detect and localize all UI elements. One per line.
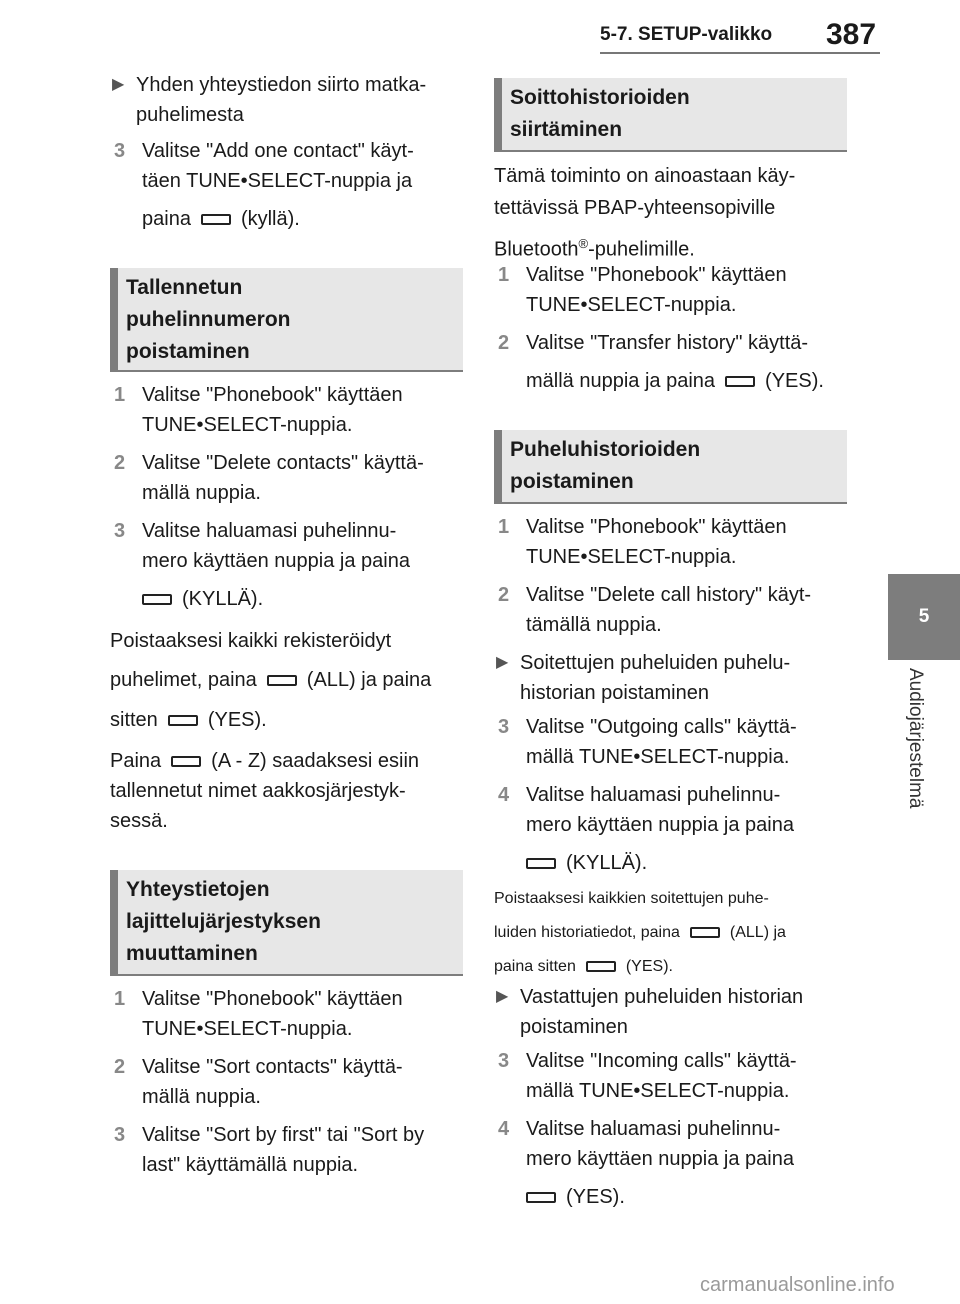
- step-outgoing-calls: 3 Valitse "Outgoing calls" käyttä- mällä TUNE•SELECT-nuppia.: [498, 716, 797, 768]
- button-icon: [267, 675, 297, 686]
- button-icon: [171, 756, 201, 767]
- step-phonebook: 1 Valitse "Phonebook" käyttäen TUNE•SELECT-nuppia.: [114, 384, 403, 436]
- triangle-bullet-icon: ▶: [496, 988, 509, 1005]
- heading-sort-contacts: Yhteystietojen lajittelujärjestyksen muuttaminen: [110, 870, 463, 976]
- step-phonebook-transfer: 1 Valitse "Phonebook" käyttäen TUNE•SELECT-nuppia.: [498, 264, 787, 316]
- step-add-contact: 3 Valitse "Add one contact" käyt- täen TUNE•SELECT-nuppia ja paina (kyllä).: [114, 140, 414, 230]
- button-icon: [725, 376, 755, 387]
- button-icon: [142, 594, 172, 605]
- subheading-one-contact: ▶ Yhden yhteystiedon siirto matka- puhelimesta: [110, 70, 476, 130]
- step-phonebook-sort: 1 Valitse "Phonebook" käyttäen TUNE•SELECT-nuppia.: [114, 988, 403, 1040]
- heading-delete-number: Tallennetun puhelinnumeron poistaminen: [110, 268, 463, 372]
- page-number: 387: [826, 18, 877, 51]
- button-icon: [586, 961, 616, 972]
- step-select-incoming: 4 Valitse haluamasi puhelinnu- mero käyttäen nuppia ja paina (YES).: [498, 1118, 794, 1208]
- button-icon: [690, 927, 720, 938]
- step-transfer-history: 2 Valitse "Transfer history" käyttä- mällä nuppia ja paina (YES).: [498, 332, 824, 392]
- heading-transfer-history: Soittohistorioiden siirtäminen: [494, 78, 847, 152]
- step-sort-by: 3 Valitse "Sort by first" tai "Sort by last" käyttämällä nuppia.: [114, 1124, 425, 1176]
- button-icon: [526, 1192, 556, 1203]
- step-delete-contacts: 2 Valitse "Delete contacts" käyttä- mällä nuppia.: [114, 452, 424, 504]
- watermark[interactable]: carmanualsonline.info: [700, 1274, 895, 1296]
- note-delete-all-outgoing: Poistaaksesi kaikkien soitettujen puhe- luiden historiatiedot, paina (ALL) ja paina sitten (YES).: [494, 890, 786, 975]
- heading-delete-history: Puheluhistorioiden poistaminen: [494, 430, 847, 504]
- note-delete-all: Poistaaksesi kaikki rekisteröidyt puhelimet, paina (ALL) ja paina sitten (YES).: [110, 630, 432, 731]
- triangle-bullet-icon: ▶: [496, 654, 509, 671]
- note-sort-az: Paina (A - Z) saadaksesi esiin tallennetut nimet aakkosjärjestyk- sessä.: [110, 750, 420, 832]
- step-incoming-calls: 3 Valitse "Incoming calls" käyttä- mällä TUNE•SELECT-nuppia.: [498, 1050, 797, 1102]
- section-title: 5-7. SETUP-valikko: [600, 24, 773, 45]
- step-delete-call-history: 2 Valitse "Delete call history" käyt- tämällä nuppia.: [498, 584, 812, 636]
- step-phonebook-delete: 1 Valitse "Phonebook" käyttäen TUNE•SELECT-nuppia.: [498, 516, 787, 568]
- step-sort-contacts: 2 Valitse "Sort contacts" käyttä- mällä nuppia.: [114, 1056, 403, 1108]
- button-icon: [168, 715, 198, 726]
- step-select-number: 3 Valitse haluamasi puhelinnu- mero käyttäen nuppia ja paina (KYLLÄ).: [114, 520, 410, 610]
- intro-pbap: Tämä toiminto on ainoastaan käy- tettävissä PBAP-yhteensopiville Bluetooth®-puhelimille.: [494, 165, 796, 261]
- chapter-label: Audiojärjestelmä: [905, 668, 926, 809]
- step-select-outgoing: 4 Valitse haluamasi puhelinnu- mero käyttäen nuppia ja paina (KYLLÄ).: [498, 784, 794, 874]
- subheading-incoming: ▶ Vastattujen puheluiden historian poistaminen: [494, 982, 848, 1042]
- subheading-outgoing: ▶ Soitettujen puheluiden puhelu- historian poistaminen: [494, 648, 848, 708]
- button-icon: [201, 214, 231, 225]
- triangle-bullet-icon: ▶: [112, 76, 125, 93]
- header-divider: [600, 52, 880, 54]
- button-icon: [526, 858, 556, 869]
- chapter-tab[interactable]: 5: [888, 574, 960, 660]
